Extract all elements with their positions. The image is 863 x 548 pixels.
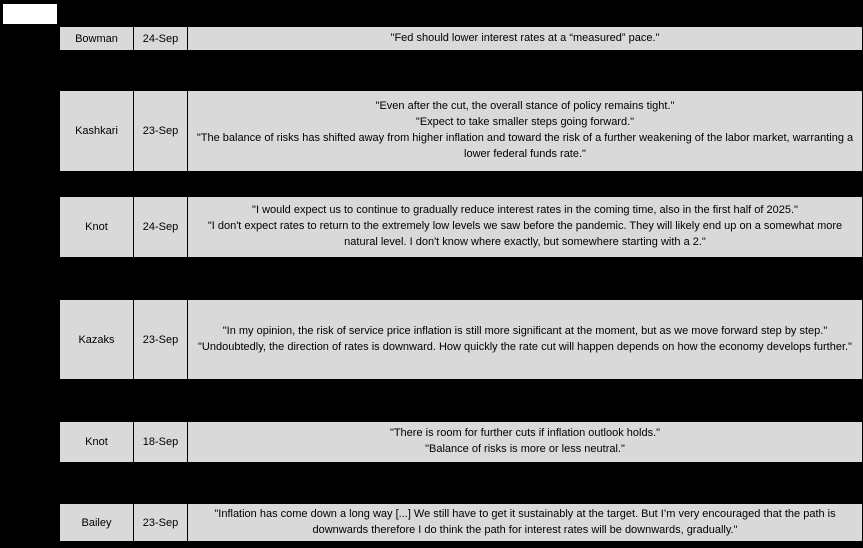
speaker-name-cell: Bailey — [59, 503, 134, 542]
speaker-name-cell: Kashkari — [59, 90, 134, 172]
speaker-name-cell: Kazaks — [59, 299, 134, 380]
quote-cell — [187, 90, 863, 172]
quote-line: "Fed should lower interest rates at a “measured” pace." — [390, 31, 660, 44]
table-row — [59, 90, 863, 172]
speech-date-cell: 23-Sep — [133, 299, 189, 380]
speech-date-cell: 18-Sep — [133, 421, 189, 463]
speaker-name-cell: Knot — [59, 421, 134, 463]
quote-line: "The balance of risks has shifted away from higher inflation and toward the risk of a further weakening of the labor market, warranting a lower federal funds rate." — [196, 132, 854, 160]
quote-line: "Undoubtedly, the direction of rates is downward. How quickly the rate cut will happen depends on how the economy develops further." — [198, 340, 852, 353]
quote-line: "Expect to take smaller steps going forward." — [415, 116, 635, 129]
quote-line: "In my opinion, the risk of service price inflation is still more significant at the moment, but as we move forward step by step." — [222, 324, 828, 337]
quote-cell — [187, 421, 863, 463]
quote-line: "I would expect us to continue to gradually reduce interest rates in the coming time, also in the first half of 2025." — [252, 204, 798, 217]
quote-line: "Even after the cut, the overall stance of policy remains tight." — [375, 100, 675, 113]
speaker-name-cell: Knot — [59, 196, 134, 258]
quote-cell — [187, 196, 863, 258]
quote-line: "Balance of risks is more or less neutral." — [425, 443, 625, 455]
quote-cell — [187, 26, 863, 51]
speech-date-cell: 24-Sep — [133, 196, 189, 258]
table-row — [59, 421, 863, 463]
table-row — [59, 299, 863, 380]
speech-date-cell: 24-Sep — [133, 26, 189, 51]
quote-line: "Inflation has come down a long way [...] We still have to get it sustainably at the target. But I’m very encouraged that the path is downwards therefore I do think the path for interest rates will be downwards, gradually." — [214, 507, 836, 536]
table-row — [59, 26, 863, 51]
speech-date-cell: 23-Sep — [133, 503, 189, 542]
quote-line: "There is room for further cuts if inflation outlook holds." — [389, 427, 661, 440]
table-row — [59, 196, 863, 258]
quote-cell — [187, 503, 863, 542]
table-row — [59, 503, 863, 542]
speech-date-cell: 23-Sep — [133, 90, 189, 172]
quote-line: "I don't expect rates to return to the extremely low levels we saw before the pandemic. They will likely end up on a somewhat more natural level. I don't know where exactly, but somewhere starting with a 2." — [207, 220, 843, 248]
speaker-name-cell: Bowman — [59, 26, 134, 51]
quote-cell — [187, 299, 863, 380]
corner-box — [3, 4, 57, 24]
